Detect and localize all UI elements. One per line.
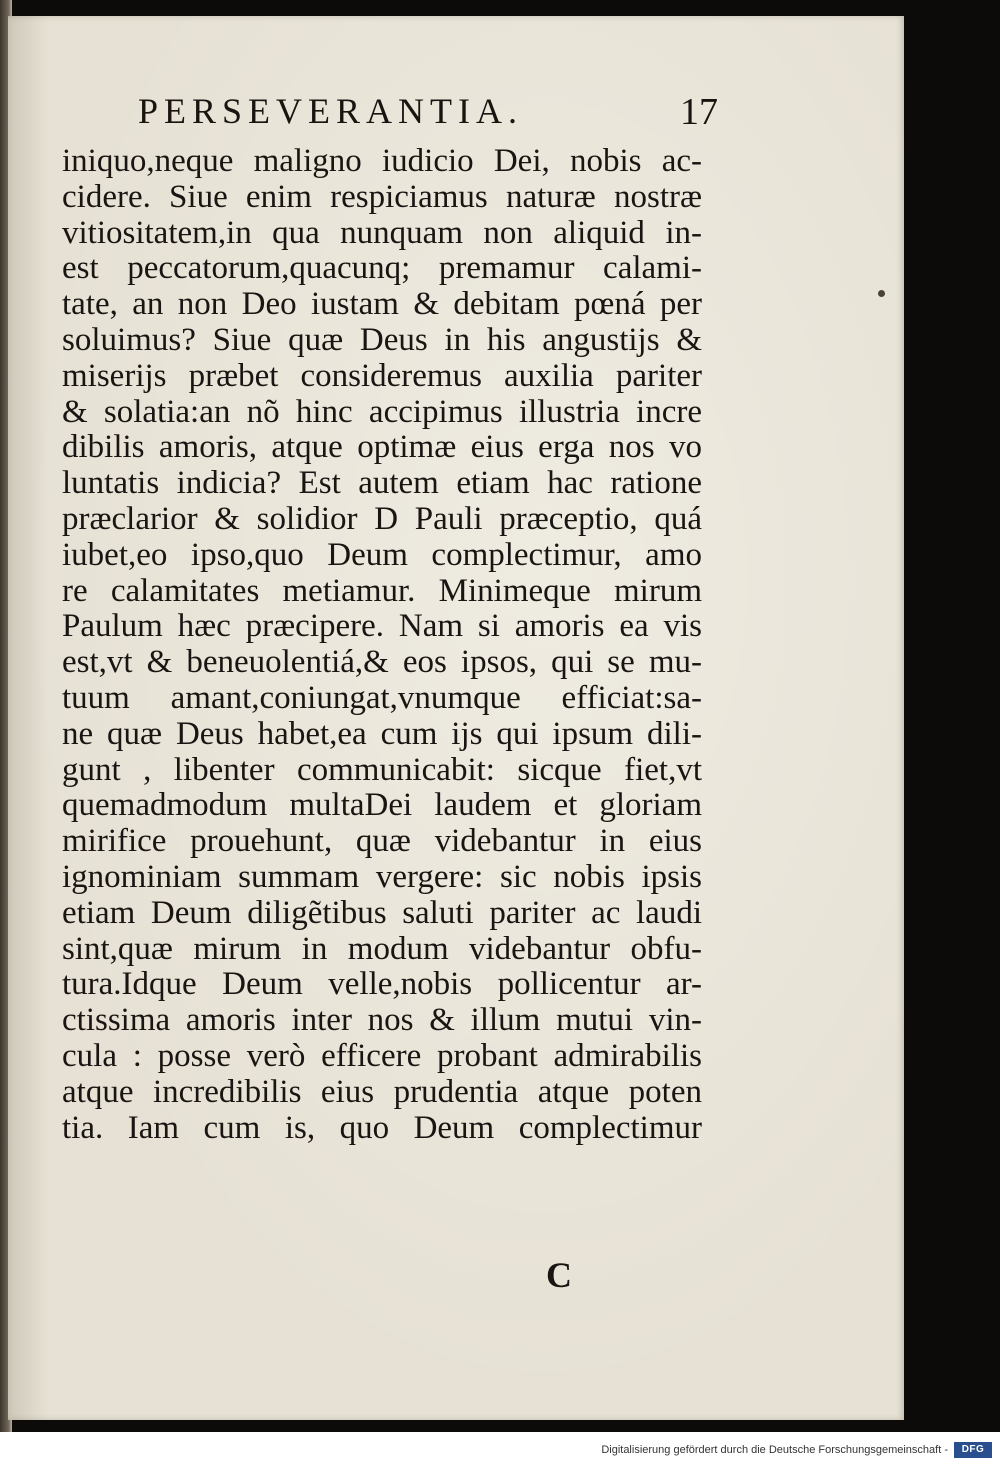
text-line: ne quæ Deus habet,ea cum ijs qui ipsum dili- <box>62 716 702 752</box>
text-line: præclarior & solidior D Pauli præceptio, quá <box>62 501 702 537</box>
text-line: iubet,eo ipso,quo Deum complectimur, amo <box>62 537 702 573</box>
funding-credit: Digitalisierung gefördert durch die Deutsche Forschungsgemeinschaft - <box>601 1444 948 1456</box>
text-line: quemadmodum multaDei laudem et gloriam <box>62 788 702 824</box>
text-line: dibilis amoris, atque optimæ eius erga nos vo <box>62 430 702 466</box>
text-line: miserijs præbet consideremus auxilia pariter <box>62 358 702 394</box>
signature-mark: C <box>546 1255 572 1295</box>
text-line: tura.Idque Deum velle,nobis pollicentur ar- <box>62 967 702 1003</box>
page-number: 17 <box>680 91 718 133</box>
text-line: soluimus? Siue quæ Deus in his angustijs & <box>62 322 702 358</box>
text-line: est peccatorum,quacunq; premamur calami- <box>62 251 702 287</box>
book-page <box>8 16 904 1420</box>
text-line: ctissima amoris inter nos & illum mutui vin- <box>62 1003 702 1039</box>
digitization-footer <box>0 1432 1000 1472</box>
text-line: iniquo,neque maligno iudicio Dei, nobis ac- <box>62 144 702 179</box>
text-line: cula : posse verò efficere probant admirabilis <box>62 1038 702 1074</box>
text-line: sint,quæ mirum in modum videbantur obfu- <box>62 931 702 967</box>
paper-speck <box>878 290 885 297</box>
text-line: atque incredibilis eius prudentia atque poten <box>62 1074 702 1110</box>
text-line: tia. Iam cum is, quo Deum complectimur <box>62 1110 702 1146</box>
text-line: luntatis indicia? Est autem etiam hac ratione <box>62 466 702 502</box>
text-line: vitiositatem,in qua nunquam non aliquid in- <box>62 215 702 251</box>
text-line: ignominiam summam vergere: sic nobis ipsis <box>62 859 702 895</box>
running-title: PERSEVERANTIA. <box>138 91 524 131</box>
page-header <box>138 84 718 140</box>
text-line: tate, an non Deo iustam & debitam pœná per <box>62 287 702 323</box>
text-line: Paulum hæc præcipere. Nam si amoris ea vis <box>62 609 702 645</box>
text-line: cidere. Siue enim respiciamus naturæ nostræ <box>62 179 702 215</box>
text-line: gunt , libenter communicabit: sicque fiet,vt <box>62 752 702 788</box>
text-line: est,vt & beneuolentiá,& eos ipsos, qui se mu- <box>62 645 702 681</box>
body-text <box>62 144 702 1146</box>
text-line: etiam Deum diligẽtibus saluti pariter ac laudi <box>62 895 702 931</box>
text-line: re calamitates metiamur. Minimeque mirum <box>62 573 702 609</box>
text-line: & solatia:an nõ hinc accipimus illustria incre <box>62 394 702 430</box>
text-line: tuum amant,coniungat,vnumque efficiat:sa- <box>62 680 702 716</box>
dfg-logo: DFG <box>954 1442 992 1458</box>
text-line: mirifice prouehunt, quæ videbantur in eius <box>62 824 702 860</box>
